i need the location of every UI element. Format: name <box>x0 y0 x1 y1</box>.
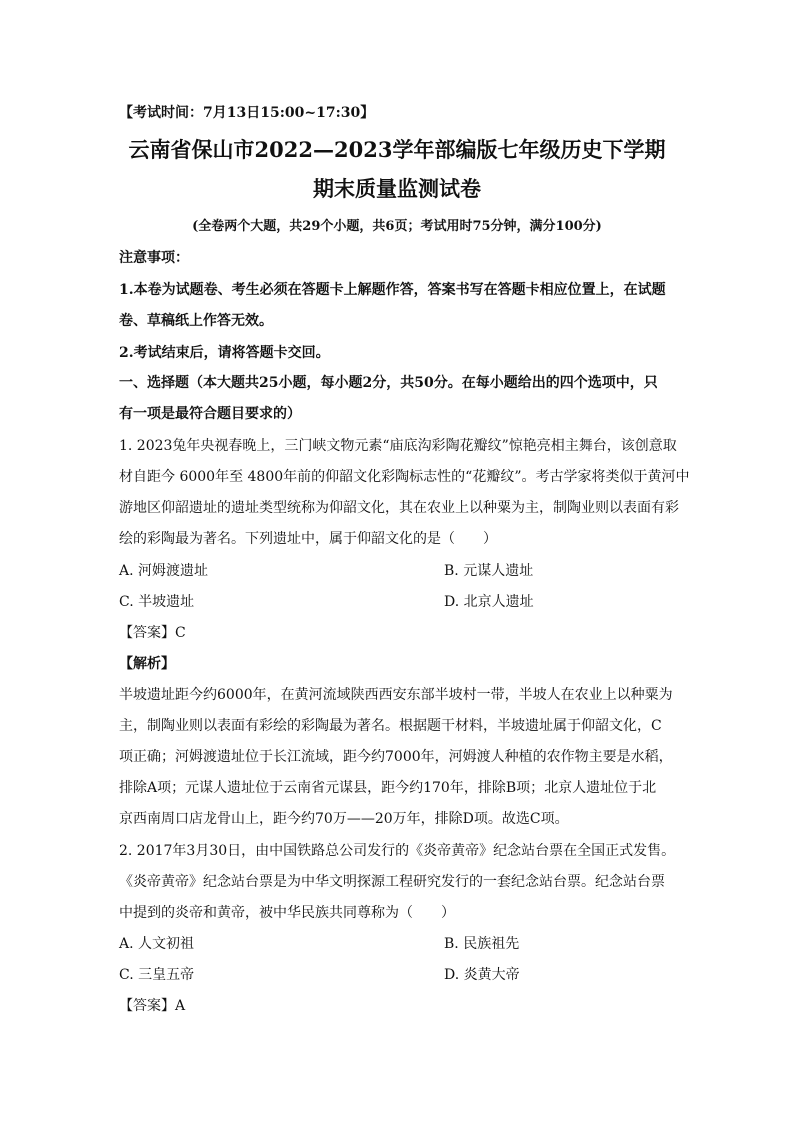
question-2-stem-line: 《炎帝黄帝》纪念站台票是为中华文明探源工程研究发行的一套纪念站台票。纪念站台票 <box>119 874 665 890</box>
section-heading-line1: 一、选择题（本大题共25小题，每小题2分，共50分。在每小题给出的四个选项中，只 <box>119 375 658 391</box>
question-1-analysis-line: 主，制陶业则以表面有彩绘的彩陶最为著名。根据题干材料，半坡遗址属于仰韶文化，C <box>119 718 662 734</box>
question-1-option-a: A. 河姆渡遗址 <box>119 563 209 579</box>
page-title-line1: 云南省保山市2022—2023学年部编版七年级历史下学期 <box>128 137 666 162</box>
notice-heading: 注意事项： <box>119 250 189 266</box>
notice-item-1-line2: 卷、草稿纸上作答无效。 <box>119 313 273 329</box>
question-1-stem-line: 绘的彩陶最为著名。下列遗址中，属于仰韶文化的是（ ） <box>119 531 497 547</box>
question-2-option-a: A. 人文初祖 <box>119 936 195 952</box>
question-1-analysis-line: 京西南周口店龙骨山上，距今约70万——20万年，排除D项。故选C项。 <box>119 811 569 827</box>
question-2-option-b: B. 民族祖先 <box>444 936 520 952</box>
section-heading-line2: 有一项是最符合题目要求的） <box>119 406 301 422</box>
exam-info: (全卷两个大题，共29个小题，共6页；考试用时75分钟，满分100分) <box>192 219 602 234</box>
question-1-option-c: C. 半坡遗址 <box>119 594 195 610</box>
question-1-stem-line: 游地区仰韶遗址的遗址类型统称为仰韶文化，其在农业上以种粟为主，制陶业则以表面有彩 <box>119 500 679 516</box>
notice-item-1-line1: 1.本卷为试题卷、考生必须在答题卡上解题作答，答案书写在答题卡相应位置上，在试题 <box>119 282 666 298</box>
question-2-answer: 【答案】A <box>119 998 186 1014</box>
question-1-analysis-heading: 【解析】 <box>119 656 175 672</box>
question-2-option-d: D. 炎黄大帝 <box>444 967 520 983</box>
page-title-line2: 期末质量监测试卷 <box>313 176 481 201</box>
question-2-stem-line: 2. 2017年3月30日，由中国铁路总公司发行的《炎帝黄帝》纪念站台票在全国正式发售。 <box>119 843 676 859</box>
notice-item-2: 2.考试结束后，请将答题卡交回。 <box>119 345 330 361</box>
question-1-option-b: B. 元谋人遗址 <box>444 563 534 579</box>
question-1-stem-line: 1. 2023兔年央视春晚上，三门峡文物元素“庙底沟彩陶花瓣纹”惊艳亮相主舞台，该创意取 <box>119 438 677 454</box>
question-1-analysis-line: 半坡遗址距今约6000年，在黄河流域陕西西安东部半坡村一带，半坡人在农业上以种粟为 <box>119 687 673 703</box>
question-2-stem-line: 中提到的炎帝和黄帝，被中华民族共同尊称为（ ） <box>119 905 455 921</box>
question-1-analysis-line: 项正确；河姆渡遗址位于长江流域，距今约7000年，河姆渡人种植的农作物主要是水稻， <box>119 749 673 765</box>
question-1-answer: 【答案】C <box>119 625 186 641</box>
question-1-option-d: D. 北京人遗址 <box>444 594 534 610</box>
exam-time: 【考试时间：7月13日15:00~17:30】 <box>119 105 375 121</box>
question-2-option-c: C. 三皇五帝 <box>119 967 195 983</box>
question-1-stem-line: 材自距今 6000年至 4800年前的仰韶文化彩陶标志性的“花瓣纹”。考古学家将类似于黄河中 <box>119 469 690 485</box>
question-1-analysis-line: 排除A项；元谋人遗址位于云南省元谋县，距今约170年，排除B项；北京人遗址位于北 <box>119 780 657 796</box>
